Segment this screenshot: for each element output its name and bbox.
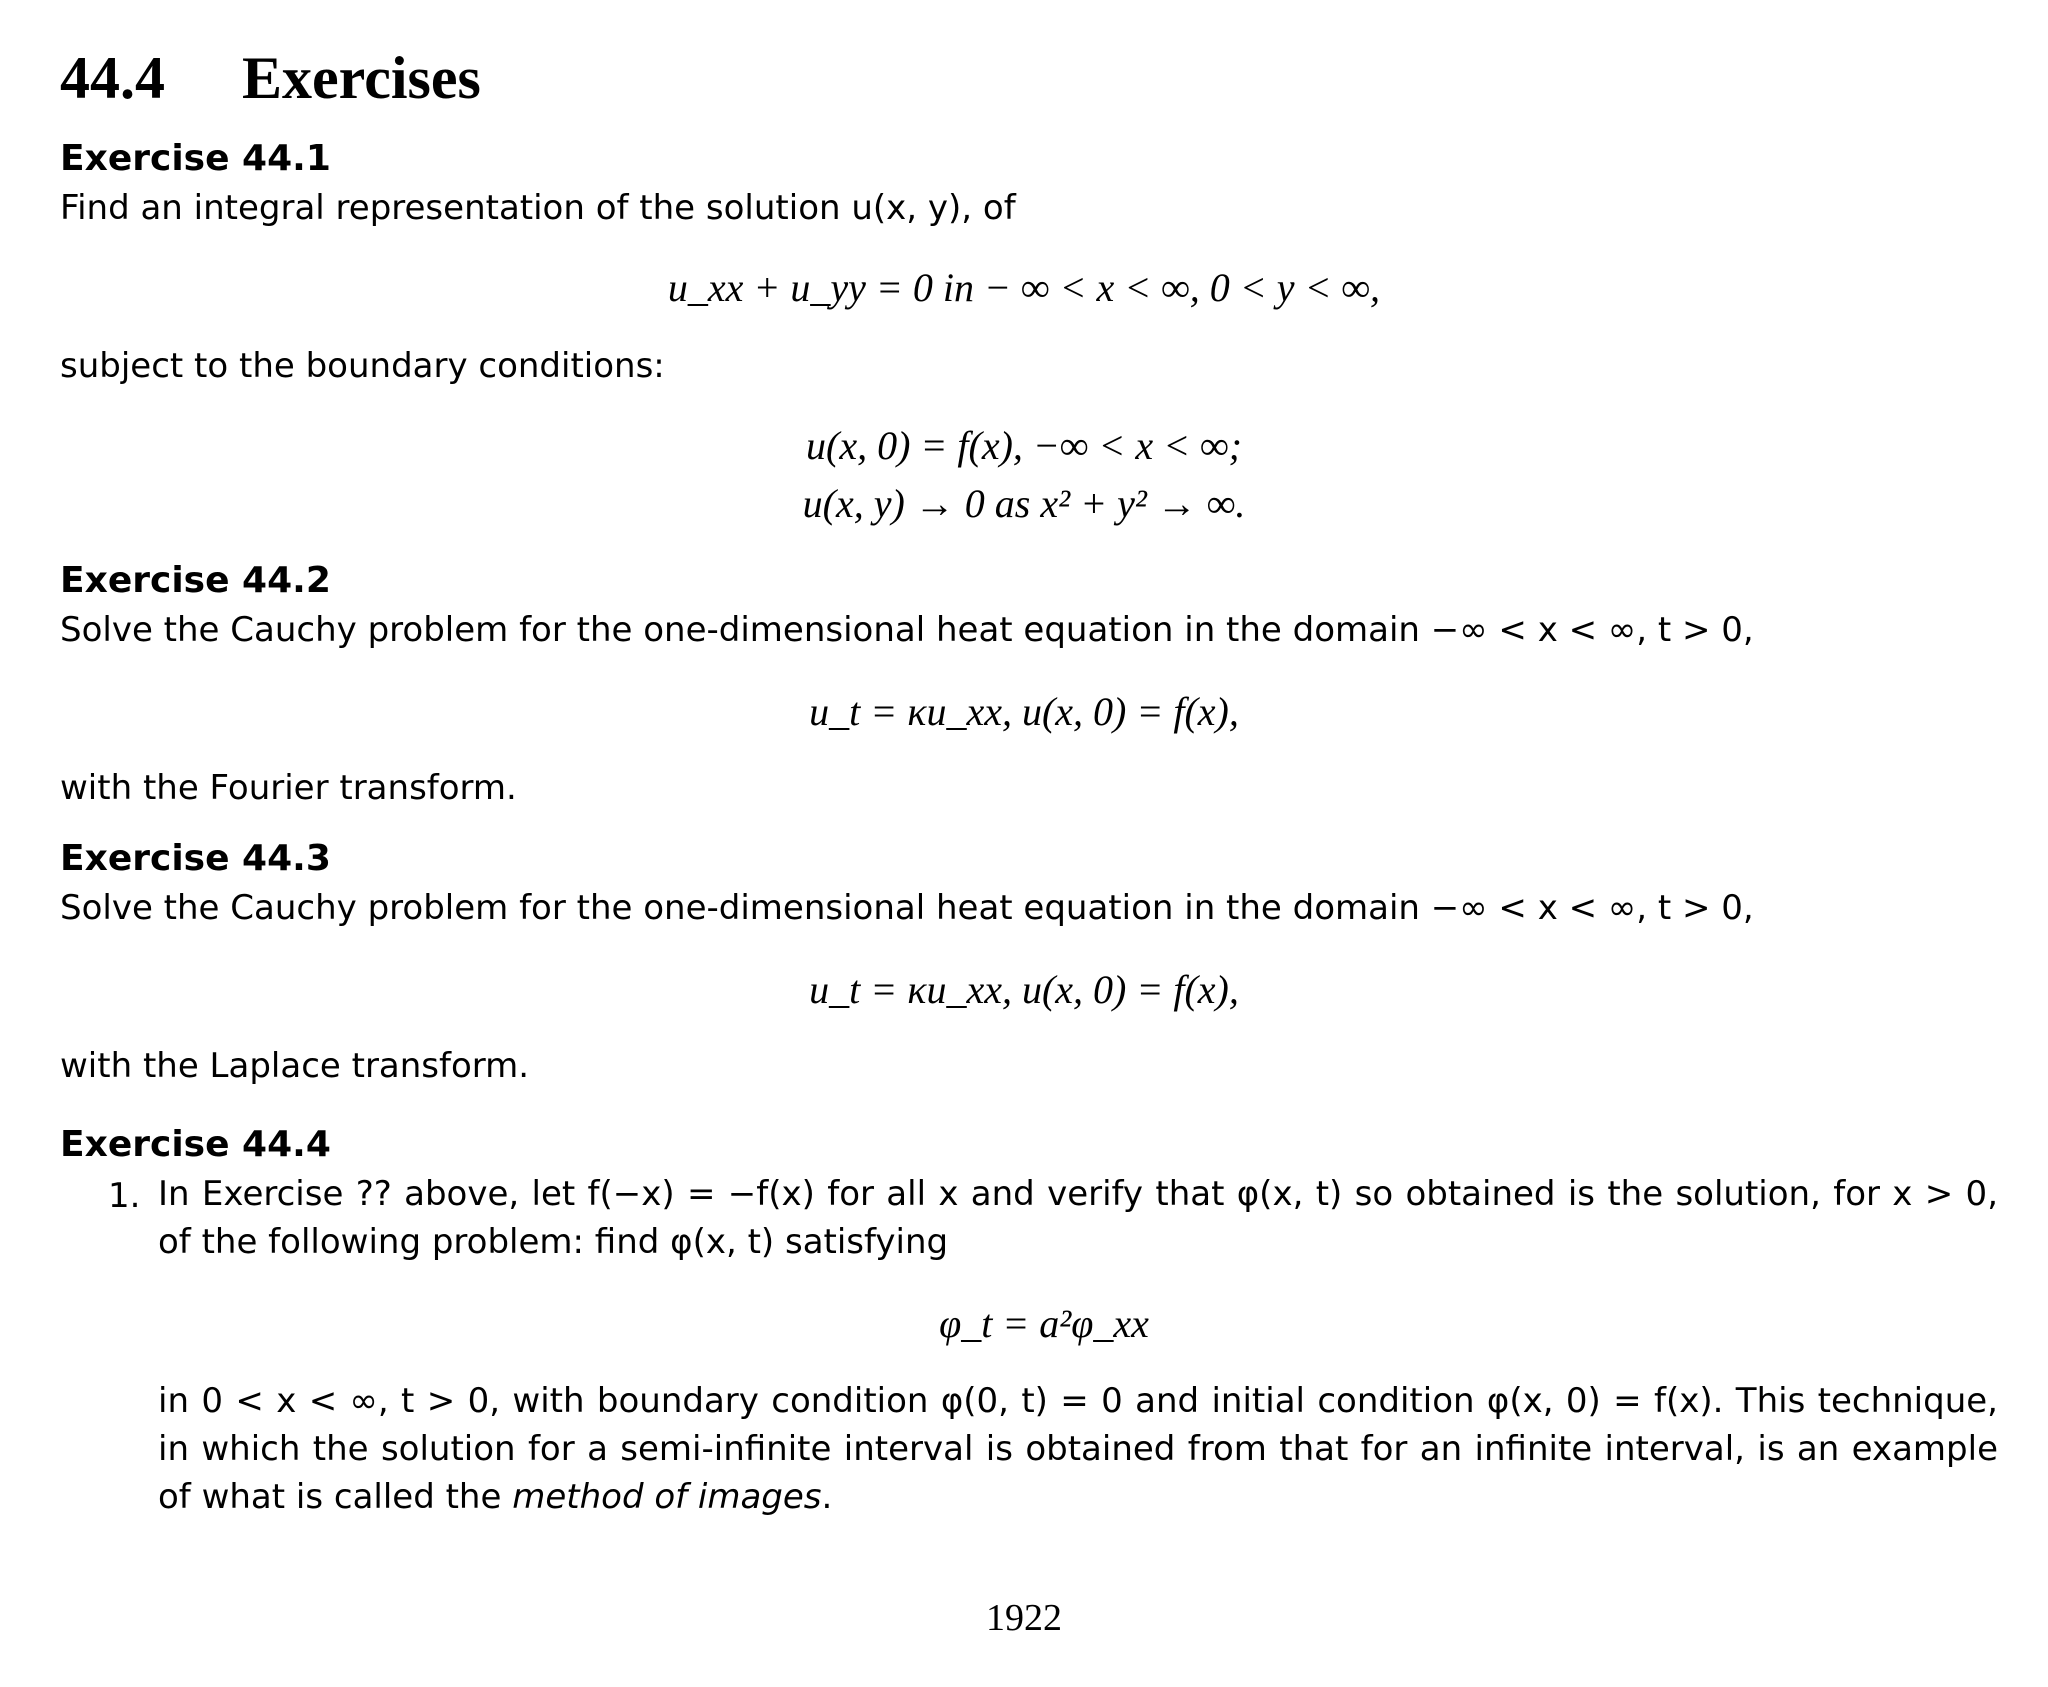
exercise-1-equation: u_xx + u_yy = 0 in − ∞ < x < ∞, 0 < y < ∞, (667, 265, 1381, 310)
page-number: 1922 (986, 1597, 1062, 1639)
exercise-4-item-text-2 (158, 1377, 1998, 1521)
section-title (60, 44, 481, 113)
exercise-3-intro: Solve the Cauchy problem for the one-dimensional heat equation in the domain −∞ < x < ∞, t > 0, (60, 888, 1754, 928)
exercise-4-item-text-2-prefix: in 0 < x < ∞, t > 0, with boundary condition φ(0, t) = 0 and initial condition φ(x, 0) = f(x). This technique, in which the solution for a semi-infinite interval is obtained from that for an infinite interval, is an example of what is called the (158, 1381, 1998, 1517)
exercise-heading-4: Exercise 44.4 (60, 1124, 331, 1165)
exercise-heading-2: Exercise 44.2 (60, 560, 331, 601)
section-number: 44.4 (60, 45, 165, 111)
exercise-1-condition-2: u(x, y) → 0 as x² + y² → ∞. (802, 481, 1246, 526)
exercise-2-intro: Solve the Cauchy problem for the one-dimensional heat equation in the domain −∞ < x < ∞, t > 0, (60, 610, 1754, 650)
exercise-1-intro: Find an integral representation of the solution u(x, y), of (60, 188, 1016, 228)
exercise-heading-3: Exercise 44.3 (60, 838, 331, 879)
list-item-number: 1. (108, 1176, 141, 1216)
exercise-4-item-text-1: In Exercise ?? above, let f(−x) = −f(x) for all x and verify that φ(x, t) so obtained is the solution, for x > 0, of the following problem: find φ(x, t) satisfying (158, 1174, 1998, 1262)
exercise-1-condition-1: u(x, 0) = f(x), −∞ < x < ∞; (806, 423, 1242, 468)
exercise-heading-1: Exercise 44.1 (60, 138, 331, 179)
exercise-1-middle: subject to the boundary conditions: (60, 346, 665, 386)
exercise-3-outro: with the Laplace transform. (60, 1046, 530, 1086)
exercise-3-equation: u_t = κu_xx, u(x, 0) = f(x), (809, 967, 1239, 1012)
exercise-2-equation: u_t = κu_xx, u(x, 0) = f(x), (809, 689, 1239, 734)
section-title-text: Exercises (242, 45, 481, 111)
method-of-images-emphasis: method of images (512, 1477, 822, 1517)
exercise-4-item-text-2-suffix: . (821, 1477, 833, 1517)
exercise-4-equation: φ_t = a²φ_xx (939, 1301, 1149, 1346)
exercise-2-outro: with the Fourier transform. (60, 768, 517, 808)
